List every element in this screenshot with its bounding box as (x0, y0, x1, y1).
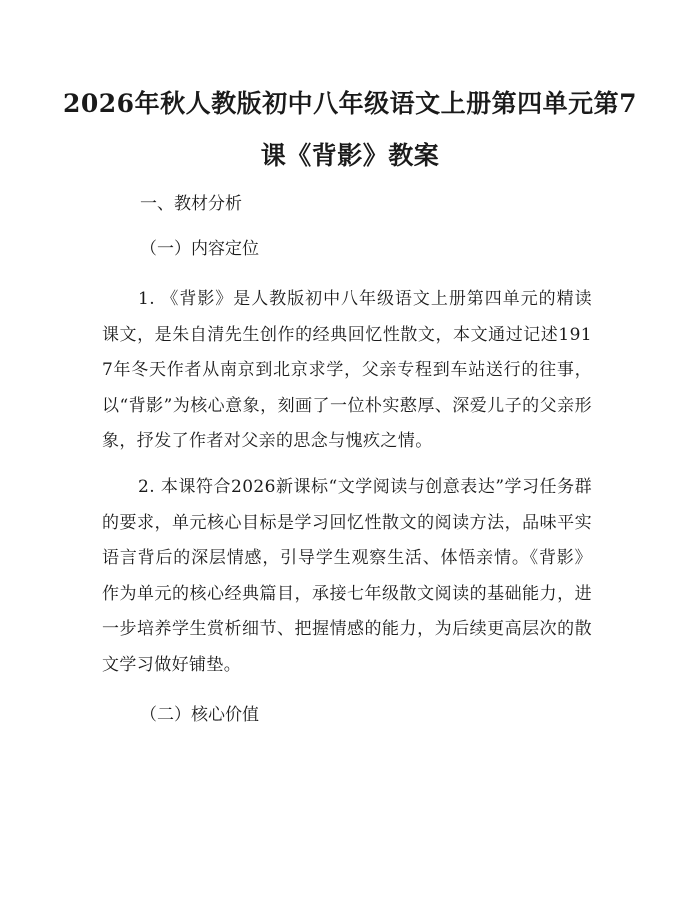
paragraph-1: 1. 《背影》是人教版初中八年级语文上册第四单元的精读课文，是朱自清先生创作的经典回忆性散文，本文通过记述1917年冬天作者从南京到北京求学，父亲专程到车站送行的往事，以“背影”为核心意象，刻画了一位朴实憨厚、深爱儿子的父亲形象，抒发了作者对父亲的思念与愧疚之情。 (102, 289, 592, 451)
document-title: 2026年秋人教版初中八年级语文上册第四单元第7课《背影》教案 (63, 89, 637, 170)
subsection-heading-core-value: （二）核心价值 (140, 705, 259, 725)
subsection-heading-content-positioning: （一）内容定位 (140, 239, 259, 259)
paragraph-2: 2. 本课符合2026新课标“文学阅读与创意表达”学习任务群的要求，单元核心目标是学习回忆性散文的阅读方法，品味平实语言背后的深层情感，引导学生观察生活、体悟亲情。《背影》作为单元的核心经典篇目，承接七年级散文阅读的基础能力，进一步培养学生赏析细节、把握情感的能力，为后续更高层次的散文学习做好铺垫。 (102, 477, 592, 675)
section-heading-textbook-analysis: 一、教材分析 (140, 194, 242, 214)
